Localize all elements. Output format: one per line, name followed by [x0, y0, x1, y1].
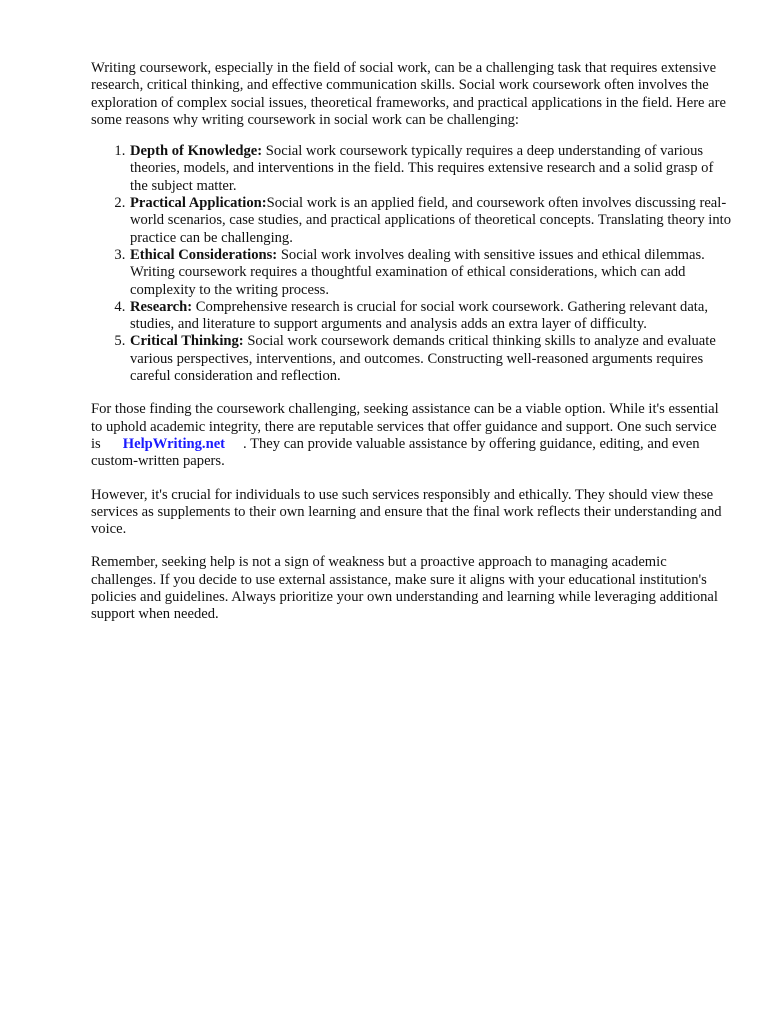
conclusion-paragraph: Remember, seeking help is not a sign of weakness but a proactive approach to managing academic challenges. If you decide to use external assistance, make sure it aligns with your educational institution's policies and guidelines. Always prioritize your own understanding and learning while leveraging additional support when needed. — [91, 554, 718, 623]
list-item-text: Social work coursework demands critical thinking skills to analyze and evaluate various perspectives, interventions, and outcomes. Constructing well-reasoned arguments requires careful consideration and reflection. — [130, 333, 716, 385]
list-item-text: Social work coursework typically requires a deep understanding of various theories, models, and interventions in the field. This requires extensive research and a solid grasp of the subject matter. — [130, 143, 714, 194]
document-page — [91, 60, 731, 624]
assistance-text-before: For those finding the coursework challenging, seeking assistance can be a viable option. While it's essential to uphold academic integrity, there are reputable services that offer guidance and support. One such service is — [91, 401, 719, 452]
list-item-text: Social work is an applied field, and coursework often involves discussing real-world scenarios, case studies, and practical applications of theoretical concepts. Translating theory into practice can be challenging. — [130, 195, 732, 246]
list-item-term: Research: — [130, 298, 193, 315]
list-item-term: Practical Application: — [130, 195, 267, 212]
list-item-term: Critical Thinking: — [130, 333, 244, 350]
assistance-paragraph — [91, 401, 731, 470]
list-item-term: Ethical Considerations: — [130, 246, 278, 263]
assistance-text-after: . They can provide valuable assistance by offering guidance, editing, and even custom-written papers. — [91, 435, 700, 470]
list-item — [129, 333, 731, 385]
intro-paragraph: Writing coursework, especially in the field of social work, can be a challenging task that requires extensive research, critical thinking, and effective communication skills. Social work coursework often involves the exploration of complex social issues, theoretical frameworks, and practical applications in the field. Here are some reasons why writing coursework in social work can be challenging: — [91, 60, 726, 128]
list-item — [129, 247, 731, 299]
list-item — [129, 299, 731, 334]
list-item-term: Depth of Knowledge: — [130, 143, 263, 160]
helpwriting-link[interactable]: HelpWriting.net — [122, 435, 226, 452]
list-item — [129, 143, 731, 195]
list-item-text: Social work involves dealing with sensitive issues and ethical dilemmas. Writing coursework requires a thoughtful examination of ethical considerations, which can add complexity to the writing process. — [130, 246, 705, 298]
list-item — [129, 195, 731, 247]
responsibility-paragraph: However, it's crucial for individuals to use such services responsibly and ethically. They should view these services as supplements to their own learning and ensure that the final work reflects their understanding and voice. — [91, 486, 722, 538]
reasons-list — [91, 143, 731, 385]
list-item-text: Comprehensive research is crucial for social work coursework. Gathering relevant data, studies, and literature to support arguments and analysis adds an extra layer of difficulty. — [130, 298, 708, 333]
